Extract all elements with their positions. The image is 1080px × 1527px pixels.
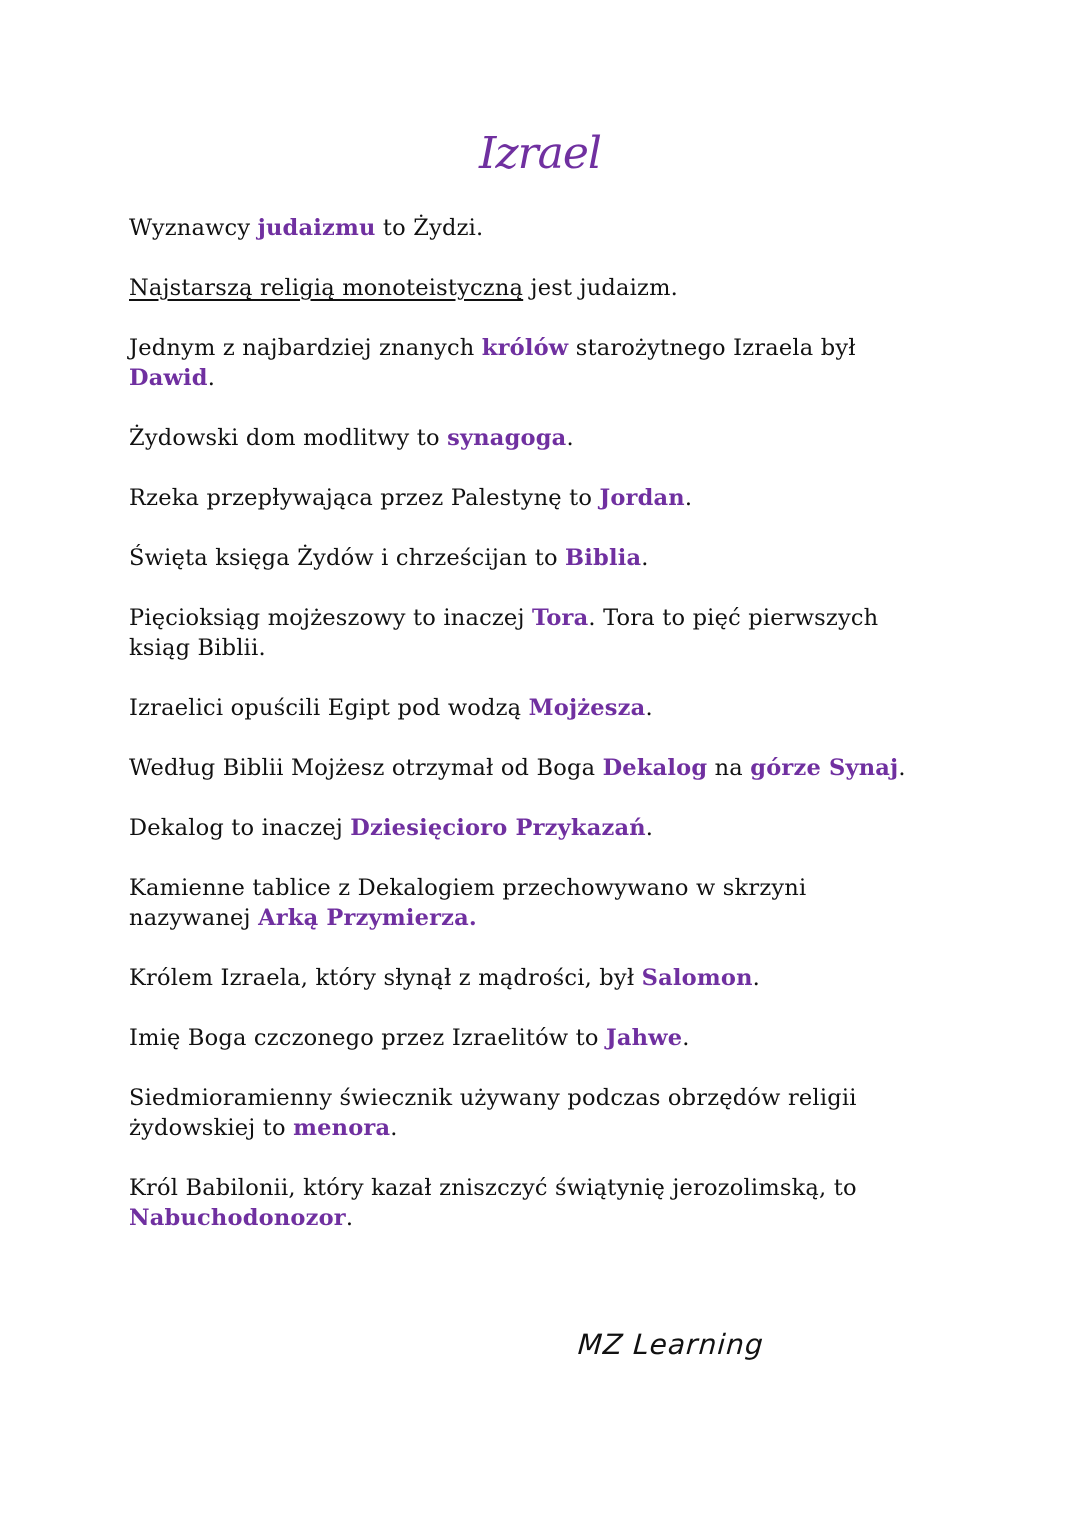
highlighted-term: królów	[481, 335, 569, 361]
underlined-text: Najstarszą religią monoteistyczną	[129, 275, 524, 301]
text-segment: .	[898, 755, 906, 781]
text-segment: . Tora to pięć pierwszych	[588, 605, 879, 631]
signature-logo: MZ Learning	[576, 1328, 765, 1361]
paragraph	[129, 543, 989, 573]
text-segment: .	[645, 695, 653, 721]
highlighted-term: Jordan	[599, 485, 685, 511]
text-segment: Kamienne tablice z Dekalogiem przechowywano w skrzyni	[129, 875, 807, 901]
highlighted-term: górze Synaj	[750, 755, 899, 781]
paragraph	[129, 693, 989, 723]
paragraph	[129, 813, 989, 843]
text-segment: .	[345, 1205, 354, 1231]
text-segment: Według Biblii Mojżesz otrzymał od Boga	[129, 755, 603, 781]
text-segment: Dekalog to inaczej	[129, 815, 351, 841]
paragraph	[129, 273, 989, 303]
text-segment: ksiąg Biblii.	[129, 635, 266, 661]
text-segment: Wyznawcy	[129, 215, 258, 241]
paragraph	[129, 333, 989, 393]
highlighted-term: Biblia	[565, 545, 642, 571]
text-segment: na	[707, 755, 751, 781]
paragraph	[129, 753, 989, 783]
text-segment: .	[566, 425, 574, 451]
text-segment: .	[645, 815, 654, 841]
text-segment: Rzeka przepływająca przez Palestynę to	[129, 485, 600, 511]
highlighted-term: Nabuchodonozor	[129, 1205, 346, 1231]
text-segment: Król Babilonii, który kazał zniszczyć świątynię jerozolimską, to	[129, 1175, 857, 1201]
paragraph	[129, 423, 989, 453]
text-segment: .	[207, 365, 216, 391]
highlighted-term: Jahwe	[606, 1025, 683, 1051]
paragraph	[129, 1173, 989, 1233]
document-body	[129, 213, 989, 1263]
page-title: Izrael	[479, 128, 601, 179]
text-segment: to Żydzi.	[375, 215, 484, 241]
text-segment: .	[390, 1115, 398, 1141]
highlighted-term: Dekalog	[602, 755, 708, 781]
text-segment: .	[752, 965, 760, 991]
highlighted-term: Dziesięcioro Przykazań	[350, 815, 646, 841]
highlighted-term: menora	[293, 1115, 391, 1141]
text-segment: .	[682, 1025, 690, 1051]
highlighted-term: Tora	[531, 605, 589, 631]
paragraph	[129, 1023, 989, 1053]
text-segment: starożytnego Izraela był	[568, 335, 856, 361]
text-segment: Imię Boga czczonego przez Izraelitów to	[129, 1025, 606, 1051]
highlighted-term: judaizmu	[257, 215, 376, 241]
text-segment: Jednym z najbardziej znanych	[129, 335, 482, 361]
text-segment: jest judaizm.	[523, 275, 678, 301]
paragraph	[129, 1083, 989, 1143]
paragraph	[129, 603, 989, 663]
text-segment: Żydowski dom modlitwy to	[129, 425, 448, 451]
text-segment: Święta księga Żydów i chrześcijan to	[129, 545, 566, 571]
text-segment: .	[684, 485, 693, 511]
highlighted-term: synagoga	[447, 425, 567, 451]
text-segment: Królem Izraela, który słynął z mądrości, był	[129, 965, 642, 991]
highlighted-term: Arką Przymierza.	[258, 905, 477, 931]
text-segment: Siedmioramienny świecznik używany podczas obrzędów religii	[129, 1085, 857, 1111]
text-segment: żydowskiej to	[129, 1115, 294, 1141]
paragraph	[129, 963, 989, 993]
text-segment: Pięcioksiąg mojżeszowy to inaczej	[129, 605, 532, 631]
paragraph	[129, 213, 989, 243]
highlighted-term: Dawid	[129, 365, 208, 391]
paragraph	[129, 873, 989, 933]
highlighted-term: Mojżesza	[528, 695, 646, 721]
paragraph	[129, 483, 989, 513]
highlighted-term: Salomon	[641, 965, 753, 991]
text-segment: nazywanej	[129, 905, 259, 931]
text-segment: Izraelici opuścili Egipt pod wodzą	[129, 695, 529, 721]
text-segment: .	[641, 545, 649, 571]
